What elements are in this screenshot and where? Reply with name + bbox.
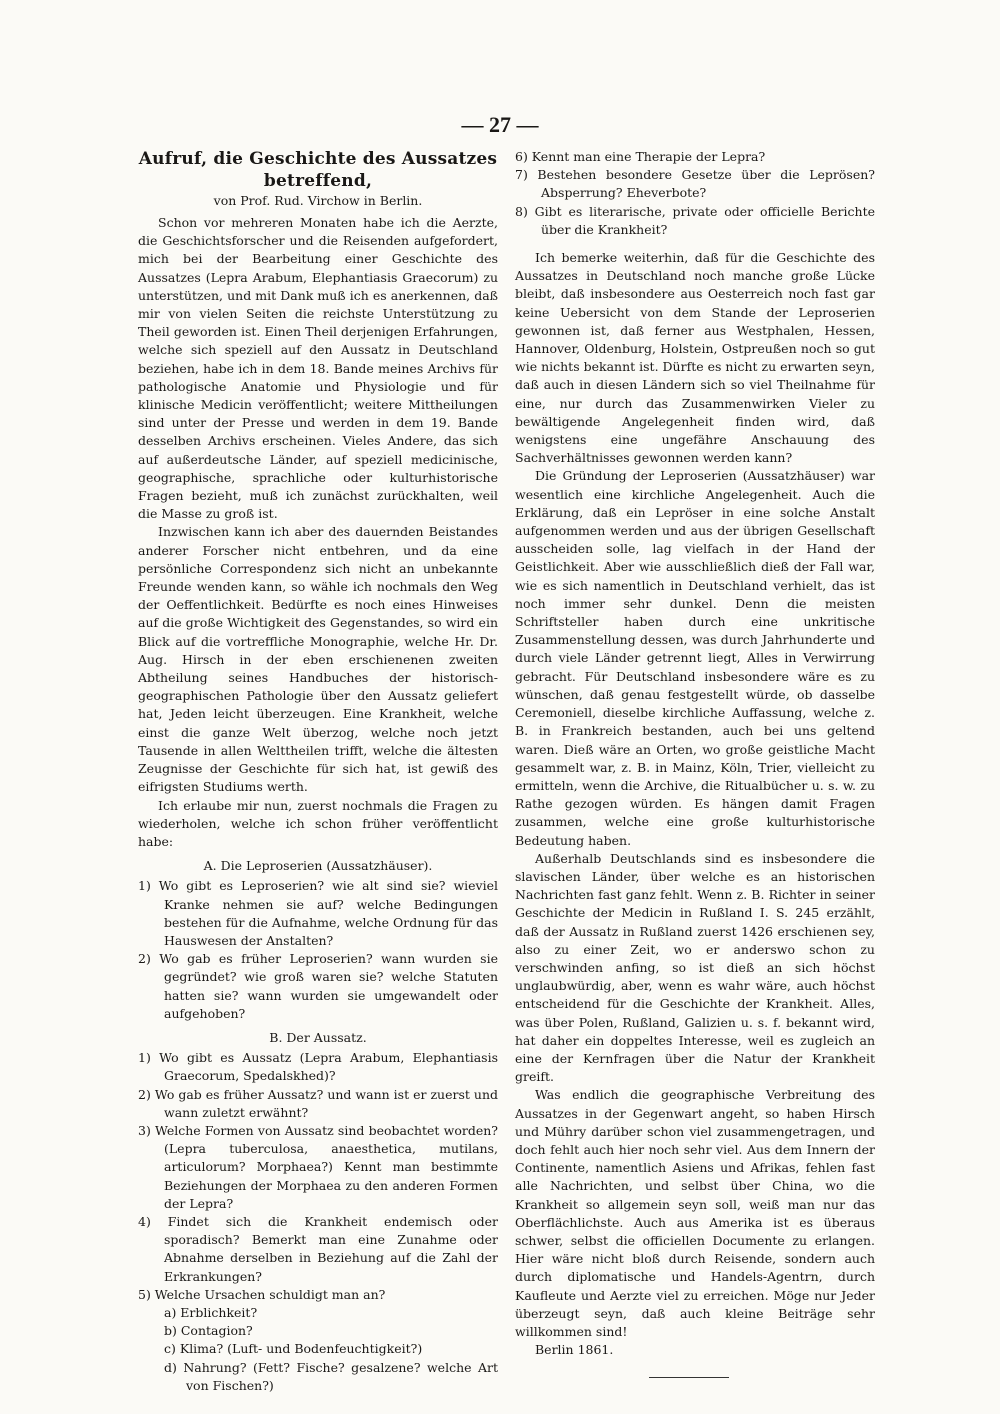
end-rule (649, 1377, 729, 1378)
paragraph: Ich bemerke weiterhin, daß für die Geschichte des Aussatzes in Deutschland noch manche große Lücke bleibt, daß insbesondere aus Oesterreich noch fast gar keine Uebersicht von dem Stande der Leproserien gewonnen ist, daß ferner aus Westphalen, Hessen, Hannover, Oldenburg, Holstein, Ostpreußen noch so gut wie nichts bekannt ist. Dürfte es nicht zu erwarten seyn, daß auch in diesen Ländern sich so viel Theilnahme für eine, nur durch das Zusammenwirken Vieler zu bewältigende Angelegenheit finden wird, daß wenigstens eine ungefähre Anschauung des Sachverhältnisses gewonnen werden kann? (515, 250, 875, 466)
left-column (138, 148, 498, 1395)
paragraph: Die Gründung der Leproserien (Aussatzhäuser) war wesentlich eine kirchliche Angelegenheit. Auch die Erklärung, daß ein Lepröser in eine solche Anstalt aufgenommen werden und aus der übrigen Gesellschaft ausscheiden solle, lag vielfach in der Hand der Geistlichkeit. Aber wie ausschließlich dieß der Fall war, wie es sich namentlich in Deutschland verhielt, das ist noch immer sehr dunkel. Denn die meisten Schriftsteller haben durch eine unkritische Zusammenstellung dessen, was durch Jahrhunderte und durch viele Länder getrennt liegt, Alles in Verwirrung gebracht. Für Deutschland insbesondere wäre es zu wünschen, daß genau festgestellt würde, ob dasselbe Ceremoniell, dieselbe kirchliche Auffassung, welche z. B. in Frankreich bestanden, auch bei uns geltend waren. Dieß wäre an Orten, wo große geistliche Macht gesammelt war, z. B. in Mainz, Köln, Trier, vielleicht zu ermitteln, wenn die Archive, die Ritualbücher u. s. w. zu Rathe gezogen würden. Es hängen damit Fragen zusammen, welche eine große kulturhistorische Bedeutung haben. (515, 468, 875, 848)
paragraph: Außerhalb Deutschlands sind es insbesondere die slavischen Länder, über welche es an historischen Nachrichten fast ganz fehlt. Wenn z. B. Richter in seiner Geschichte der Medicin in Rußland I. S. 245 erzählt, daß der Aussatz in Rußland zuerst 1426 erschienen sey, also zu einer Zeit, wo er anderswo schon zu verschwinden anfing, so ist dieß an sich höchst unglaubwürdig, aber, wenn es wahr wäre, auch höchst entscheidend für die Geschichte der Krankheit. Alles, was über Polen, Rußland, Galizien u. s. f. bekannt wird, hat daher ein doppeltes Interesse, weil es zugleich an eine der Kernfragen über die Natur der Krankheit greift. (515, 850, 875, 1085)
signoff: Berlin 1861. (535, 1342, 614, 1358)
list-item: 6) Kennt man eine Therapie der Lepra? (515, 149, 766, 164)
list-item: 4) Findet sich die Krankheit endemisch oder sporadisch? Bemerkt man eine Zunahme oder Abnahme derselben in Beziehung auf die Zahl der Erkrankungen? (138, 1213, 498, 1284)
list-item: 3) Welche Formen von Aussatz sind beobachtet worden? (Lepra tuberculosa, anaesthetica, mutilans, articulorum? Morphaea?) Kennt man bestimmte Beziehungen der Morphaea zu den anderen Formen der Lepra? (138, 1122, 498, 1211)
right-column (515, 148, 875, 1378)
list-item: 1) Wo gibt es Leproserien? wie alt sind sie? wieviel Kranke nehmen sie auf? welche Bedingungen bestehen für die Aufnahme, welche Ordnung für das Hauswesen der Anstalten? (138, 878, 498, 948)
paragraph: Schon vor mehreren Monaten habe ich die Aerzte, die Geschichtsforscher und die Reisenden aufgefordert, mich bei der Bearbeitung einer Geschichte des Aussatzes (Lepra Arabum, Elephantiasis Graecorum) zu unterstützen, und mit Dank muß ich es anerkennen, daß mir von vielen Seiten die reichste Unterstützung zu Theil geworden ist. Einen Theil derjenigen Erfahrungen, welche sich speziell auf den Aussatz in Deutschland beziehen, habe ich in dem 18. Bande meines Archivs für pathologische Anatomie und Physiologie und für klinische Medicin veröffentlicht; weitere Mittheilungen sind unter der Presse und werden in dem 19. Bande desselben Archivs erscheinen. Vieles Andere, das sich auf außerdeutsche Länder, auf speziell medicinische, geographische, sprachliche oder kulturhistorische Fragen bezieht, muß ich zunächst zurückhalten, weil die Masse zu groß ist. (138, 215, 498, 522)
list-item: c) Klima? (Luft- und Bodenfeuchtigkeit?) (164, 1341, 423, 1357)
question-list-a (138, 877, 498, 1023)
paragraph: Ich erlaube mir nun, zuerst nochmals die Fragen zu wiederholen, welche ich schon früher veröffentlicht habe: (138, 797, 498, 849)
paragraph: Inzwischen kann ich aber des dauernden Beistandes anderer Forscher nicht entbehren, und da eine persönliche Correspondenz sich nicht an unbekannte Freunde wenden kann, so wähle ich nochmals den Weg der Oeffentlichkeit. Bedürfte es noch eines Hinweises auf die große Wichtigkeit des Gegenstandes, so wird ein Blick auf die vortreffliche Monographie, welche Hr. Dr. Aug. Hirsch in der eben erschienenen zweiten Abtheilung seines Handbuches der historisch-geographischen Pathologie über den Aussatz geliefert hat, Jeden leicht überzeugen. Eine Krankheit, welche einst die ganze Welt überzog, welche noch jetzt Tausende in allen Welttheilen trifft, welche die ältesten Zeugnisse der Geschichte für sich hat, ist gewiß des eifrigsten Studiums werth. (138, 524, 498, 795)
list-item: 8) Gibt es literarische, private oder officielle Berichte über die Krankheit? (515, 203, 875, 237)
list-item: d) Nahrung? (Fett? Fische? gesalzene? welche Art von Fischen?) (164, 1359, 498, 1393)
list-item: b) Contagion? (164, 1323, 253, 1339)
page-number: — 27 — (461, 112, 539, 137)
question-list-b-continued (515, 148, 875, 239)
list-item: 1) Wo gibt es Aussatz (Lepra Arabum, Elephantiasis Graecorum, Spedalskhed)? (138, 1050, 498, 1084)
list-item: a) Erblichkeit? (164, 1304, 258, 1320)
list-item: 2) Wo gab es früher Leproserien? wann wurden sie gegründet? wie groß waren sie? welche Statuten hatten sie? wann wurden sie umgewandelt oder aufgehoben? (138, 951, 498, 1021)
list-item: 7) Bestehen besondere Gesetze über die Leprösen? Absperrung? Eheverbote? (515, 167, 875, 201)
section-heading-b: B. Der Aussatz. (269, 1029, 367, 1045)
list-item: 5) Welche Ursachen schuldigt man an? (138, 1286, 386, 1302)
sub-question-list (138, 1304, 498, 1395)
article-title: Aufruf, die Geschichte des Aussatzes betreffend, (138, 149, 498, 191)
paragraph: Was endlich die geographische Verbreitung des Aussatzes in der Gegenwart angeht, so haben Hirsch und Mühry darüber schon viel zusammengetragen, und doch fehlt auch hier noch sehr viel. Aus dem Innern der Continente, namentlich Asiens und Afrikas, fehlen fast alle Nachrichten, und selbst über China, wo die Krankheit so allgemein seyn soll, weiß man nur das Oberflächlichste. Auch aus Amerika ist es überaus schwer, selbst die officiellen Documente zu erlangen. Hier wäre nicht bloß durch Reisende, sondern auch durch diplomatische und Handels-Agentrn, durch Kaufleute und Aerzte viel zu erreichen. Möge nur Jeder überzeugt seyn, daß auch kleine Beiträge sehr willkommen sind! (515, 1087, 875, 1339)
list-item: 2) Wo gab es früher Aussatz? und wann ist er zuerst und wann zuletzt erwähnt? (138, 1086, 498, 1120)
article-byline: von Prof. Rud. Virchow in Berlin. (213, 193, 423, 208)
section-heading-a: A. Die Leproserien (Aussatzhäuser). (203, 858, 433, 874)
question-list-b (138, 1049, 498, 1304)
